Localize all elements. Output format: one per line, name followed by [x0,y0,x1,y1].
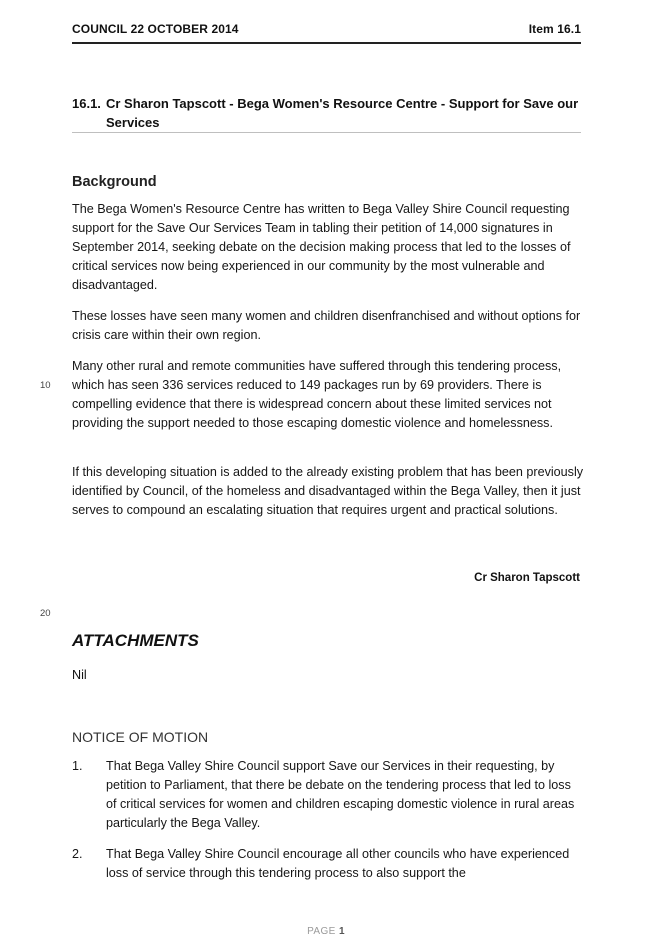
meeting-date: COUNCIL 22 OCTOBER 2014 [72,22,239,36]
page-header [72,20,581,44]
attachments-content: Nil [72,668,87,682]
background-paragraph-4: If this developing situation is added to the already existing problem that has been previously identified by Council, of the homeless and disadvantaged within the Bega Valley, then it just serves to compound an escalating situation that requires urgent and practical solutions. [72,465,584,517]
signature: Cr Sharon Tapscott [474,572,580,584]
page-footer [0,926,652,937]
line-number-10: 10 [40,380,51,391]
attachments-heading: ATTACHMENTS [72,631,199,650]
motion-item-text: That Bega Valley Shire Council support Save our Services in their requesting, by petition to Parliament, that there be debate on the tendering process that led to loss of critical services for women and children escaping domestic violence in rural areas particularly the Bega Valley. [106,759,575,830]
item-number: 16.1. [72,96,101,111]
notice-of-motion-heading: NOTICE OF MOTION [72,729,209,745]
background-paragraph-2: These losses have seen many women and children disenfranchised and without options for crisis care within their own region. [72,309,581,342]
motion-item-number: 2. [72,847,83,861]
background-paragraph-3: Many other rural and remote communities have suffered through this tendering process, which has seen 336 services reduced to 149 packages run by 69 providers. There is compelling evidence that there is widespread concern about these limited services not providing the support needed to those escaping domestic violence and homelessness. [72,359,562,430]
page-number: 1 [338,926,345,937]
background-heading: Background [72,174,157,190]
item-number-label: Item 16.1 [528,22,581,36]
page-label: PAGE [307,926,336,937]
item-heading [72,94,581,133]
item-title: Cr Sharon Tapscott - Bega Women's Resource Centre - Support for Save our Services [106,96,579,130]
motion-item-text: That Bega Valley Shire Council encourage all other councils who have experienced loss of service through this tendering process to also support the [106,847,570,880]
motion-item-number: 1. [72,759,83,773]
background-paragraph-1: The Bega Women's Resource Centre has written to Bega Valley Shire Council requesting support for the Save Our Services Team in tabling their petition of 14,000 signatures in September 2014, seeking debate on the decision making process that led to the losses of critical services now being experienced in our community by the most vulnerable and disadvantaged. [72,202,571,292]
line-number-20: 20 [40,608,51,619]
